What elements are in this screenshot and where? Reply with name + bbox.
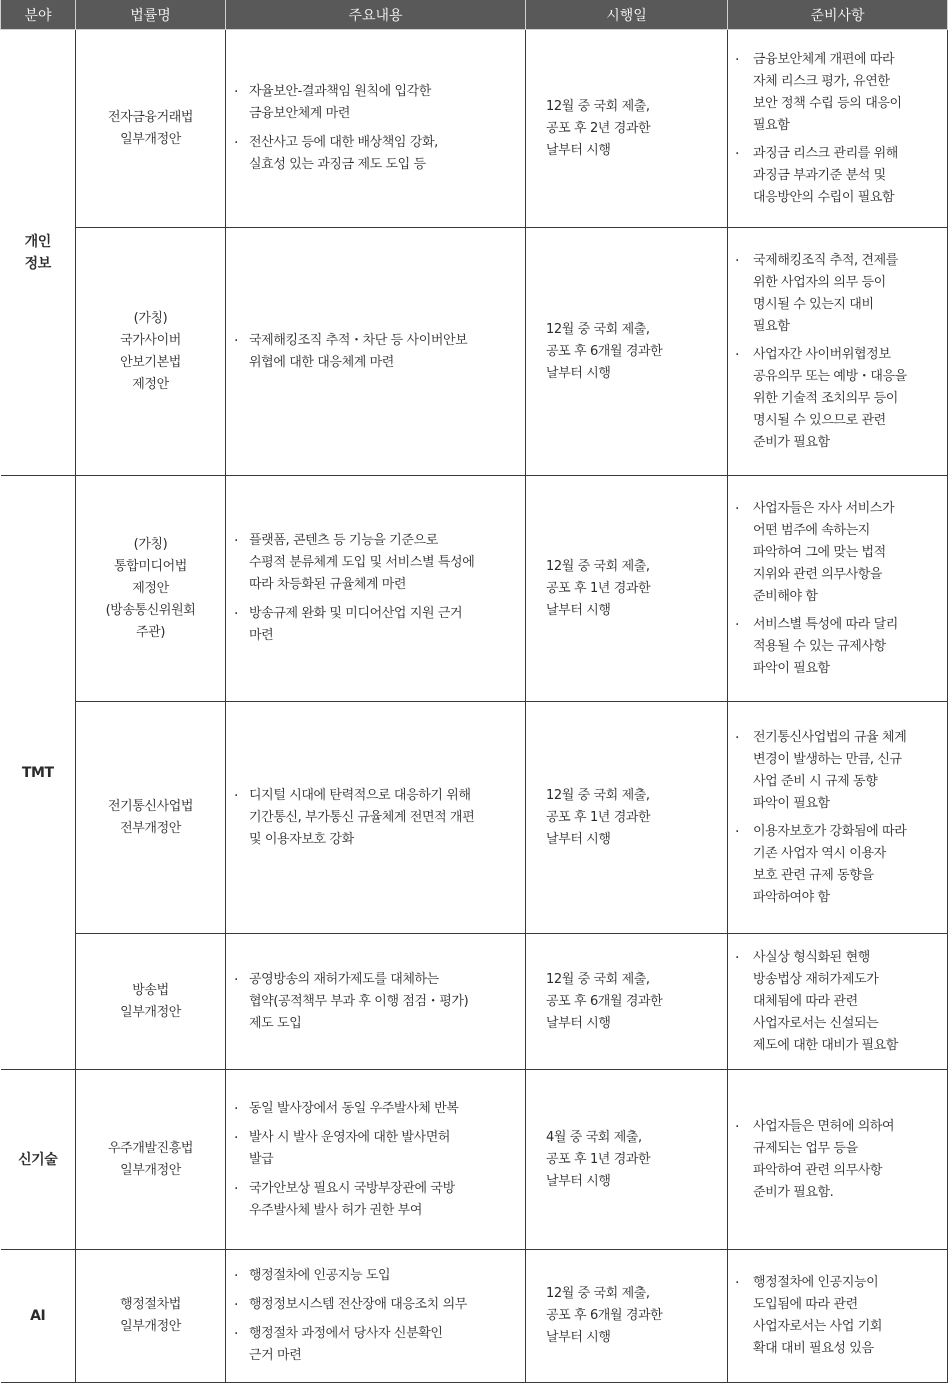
text-line: 일부개정안: [120, 1162, 181, 1178]
text-line: · 전기통신사업법의 규율 체계: [753, 729, 907, 745]
text-line: 공포 후 6개월 경과한: [546, 993, 663, 1009]
text-line: 우주개발진흥법: [107, 1140, 194, 1156]
content-item: [234, 969, 519, 1035]
text-line: · 행정절차에 인공지능이: [753, 1275, 879, 1290]
law-name-cell: [76, 228, 226, 476]
text-line: 안보기본법: [120, 354, 181, 370]
category-line: 정보: [24, 255, 51, 272]
content-cell: [226, 1070, 526, 1250]
preparation-item: [735, 727, 943, 815]
text-line: 12월 중 국회 제출,: [546, 971, 650, 987]
header-field: 분야: [1, 0, 76, 30]
text-line: · 사업자들은 면허에 의하여: [753, 1118, 895, 1134]
text-line: · 자율보안-결과책임 원칙에 입각한: [249, 84, 431, 99]
preparation-item: [735, 498, 943, 608]
text-line: 방송법: [132, 982, 169, 998]
text-line: 기존 사업자 역시 이용자: [753, 845, 886, 861]
text-line: · 발사 시 발사 운영자에 대한 발사면허: [249, 1129, 451, 1145]
category-cell: TMT: [1, 476, 76, 1070]
preparation-item: [735, 614, 943, 680]
text-line: 준비가 필요함.: [753, 1184, 834, 1200]
table-row: [1, 702, 948, 934]
content-item: [234, 785, 519, 851]
content-item: [234, 603, 519, 647]
text-line: 파악하여 그에 맞는 법적: [753, 544, 886, 560]
text-line: 적용될 수 있는 규제사항: [753, 638, 886, 654]
text-line: · 이용자보호가 강화됨에 따라: [753, 823, 907, 839]
preparation-item: [735, 344, 943, 454]
text-line: 사업자로서는 사업 기회: [753, 1319, 883, 1334]
text-line: 사업 준비 시 규제 동향: [753, 773, 878, 789]
preparation-item: [735, 1116, 943, 1204]
text-line: 전부개정안: [120, 820, 181, 836]
text-line: 날부터 시행: [546, 1015, 611, 1031]
text-line: 공포 후 1년 경과한: [546, 580, 651, 596]
text-line: 12월 중 국회 제출,: [546, 321, 650, 337]
text-line: (가칭): [133, 310, 168, 326]
text-line: 필요함: [753, 117, 790, 133]
content-cell: [226, 228, 526, 476]
text-line: 공포 후 1년 경과한: [546, 809, 651, 825]
text-line: 공유의무 또는 예방・대응을: [753, 368, 907, 384]
text-line: · 행정절차에 인공지능 도입: [249, 1268, 391, 1283]
text-line: 파악이 필요함: [753, 795, 830, 811]
table-row: [1, 1070, 948, 1250]
text-line: 도입됨에 따라 관련: [753, 1297, 858, 1312]
text-line: · 금융보안체계 개편에 따라: [753, 51, 895, 67]
table-row: [1, 934, 948, 1070]
text-line: 협약(공적책무 부과 후 이행 점검・평가): [249, 993, 469, 1009]
content-item: [234, 1178, 519, 1222]
content-item: [234, 1265, 519, 1287]
text-line: 제도 도입: [249, 1015, 302, 1031]
text-line: 통합미디어법: [114, 558, 187, 574]
text-line: 따라 차등화된 규율체계 마련: [249, 577, 407, 592]
effective-date-cell: [526, 476, 728, 702]
text-line: 어떤 범주에 속하는지: [753, 522, 870, 538]
text-line: 자체 리스크 평가, 유연한: [753, 73, 890, 89]
text-line: · 국제해킹조직 추적・차단 등 사이버안보: [249, 332, 468, 348]
text-line: 날부터 시행: [546, 602, 611, 618]
preparation-cell: [728, 228, 948, 476]
text-line: 일부개정안: [120, 1319, 181, 1334]
category-cell: [1, 30, 76, 476]
text-line: 제도에 대한 대비가 필요함: [753, 1037, 898, 1053]
text-line: 준비해야 함: [753, 588, 818, 604]
text-line: 공포 후 2년 경과한: [546, 120, 651, 136]
text-line: 우주발사체 발사 허가 권한 부여: [249, 1202, 422, 1218]
category-cell: AI: [1, 1250, 76, 1383]
text-line: 수평적 분류체계 도입 및 서비스별 특성에: [249, 555, 475, 570]
content-item: [234, 1127, 519, 1171]
law-name-cell: [76, 1070, 226, 1250]
text-line: 마련: [249, 628, 274, 643]
text-line: 전기통신사업법: [107, 798, 194, 814]
text-line: · 디지털 시대에 탄력적으로 대응하기 위해: [249, 787, 471, 803]
text-line: · 서비스별 특성에 따라 달리: [753, 616, 898, 632]
table-row: [1, 30, 948, 228]
text-line: 규제되는 업무 등을: [753, 1140, 858, 1156]
law-name-cell: [76, 934, 226, 1070]
text-line: 방송법상 재허가제도가: [753, 971, 879, 987]
text-line: 확대 대비 필요성 있음: [753, 1341, 874, 1356]
text-line: 날부터 시행: [546, 142, 611, 158]
text-line: 4월 중 국회 제출,: [546, 1129, 642, 1145]
text-line: 필요함: [753, 318, 790, 334]
content-item: [234, 81, 519, 125]
text-line: 사업자로서는 신설되는: [753, 1015, 879, 1031]
text-line: 12월 중 국회 제출,: [546, 98, 650, 114]
text-line: 날부터 시행: [546, 1173, 611, 1189]
text-line: 날부터 시행: [546, 365, 611, 381]
preparation-cell: [728, 476, 948, 702]
text-line: · 전산사고 등에 대한 배상책임 강화,: [249, 135, 438, 150]
text-line: · 공영방송의 재허가제도를 대체하는: [249, 971, 439, 987]
preparation-cell: [728, 1070, 948, 1250]
text-line: 대체됨에 따라 관련: [753, 993, 858, 1009]
header-main-content: 주요내용: [226, 0, 526, 30]
text-line: 준비가 필요함: [753, 434, 830, 450]
effective-date-cell: [526, 1250, 728, 1383]
effective-date-cell: [526, 702, 728, 934]
law-name-line: 전자금융거래법: [107, 109, 194, 125]
text-line: 위한 사업자의 의무 등이: [753, 274, 886, 290]
content-cell: [226, 476, 526, 702]
content-item: [234, 1323, 519, 1367]
text-line: · 행정절차 과정에서 당사자 신분확인: [249, 1326, 443, 1341]
text-line: · 행정정보시스템 전산장애 대응조치 의무: [249, 1297, 467, 1312]
content-cell: [226, 1250, 526, 1383]
text-line: 과징금 부과기준 분석 및: [753, 167, 886, 183]
text-line: 명시될 수 있는지 대비: [753, 296, 874, 312]
text-line: 대응방안의 수립이 필요함: [753, 189, 895, 205]
text-line: 공포 후 1년 경과한: [546, 1151, 651, 1167]
category-cell: 신기술: [1, 1070, 76, 1250]
text-line: 날부터 시행: [546, 1330, 611, 1345]
preparation-item: [735, 947, 943, 1057]
header-effective-date: 시행일: [526, 0, 728, 30]
preparation-cell: [728, 30, 948, 228]
law-name-cell: [76, 476, 226, 702]
text-line: (가칭): [133, 536, 168, 552]
preparation-item: [735, 1272, 943, 1360]
law-name-cell: [76, 1250, 226, 1383]
text-line: · 플랫폼, 콘텐츠 등 기능을 기준으로: [249, 533, 438, 548]
content-item: [234, 1098, 519, 1120]
text-line: · 국제해킹조직 추적, 견제를: [753, 252, 898, 268]
text-line: 변경이 발생하는 만큼, 신규: [753, 751, 902, 767]
table-row: [1, 1250, 948, 1383]
text-line: 위협에 대한 대응체계 마련: [249, 354, 394, 370]
preparation-item: [735, 143, 943, 209]
table-row: [1, 228, 948, 476]
content-item: [234, 1294, 519, 1316]
category-line: 개인: [24, 233, 51, 250]
text-line: 제정안: [132, 376, 169, 392]
text-line: 위한 기술적 조치의무 등이: [753, 390, 898, 406]
text-line: · 동일 발사장에서 동일 우주발사체 반복: [249, 1100, 459, 1116]
content-cell: [226, 30, 526, 228]
content-item: [234, 330, 519, 374]
effective-date-cell: [526, 30, 728, 228]
text-line: 날부터 시행: [546, 831, 611, 847]
effective-date-cell: [526, 1070, 728, 1250]
text-line: 국가사이버: [120, 332, 181, 348]
text-line: 보안 정책 수립 등의 대응이: [753, 95, 902, 111]
text-line: 파악하여야 함: [753, 889, 830, 905]
text-line: 지위와 관련 의무사항을: [753, 566, 883, 582]
preparation-cell: [728, 1250, 948, 1383]
effective-date-cell: [526, 228, 728, 476]
text-line: 및 이용자보호 강화: [249, 831, 354, 847]
preparation-cell: [728, 934, 948, 1070]
text-line: · 방송규제 완화 및 미디어산업 지원 근거: [249, 606, 463, 621]
text-line: (방송통신위원회: [105, 602, 196, 618]
text-line: 12월 중 국회 제출,: [546, 787, 650, 803]
table-row: [1, 476, 948, 702]
preparation-cell: [728, 702, 948, 934]
text-line: 근거 마련: [249, 1348, 302, 1363]
text-line: 실효성 있는 과징금 제도 도입 등: [249, 157, 426, 172]
header-preparation: 준비사항: [728, 0, 948, 30]
content-item: [234, 530, 519, 596]
law-name-line: 일부개정안: [120, 131, 181, 147]
text-line: 금융보안체계 마련: [249, 106, 350, 121]
table-header-row: [1, 0, 948, 30]
text-line: · 사실상 형식화된 현행: [753, 949, 870, 965]
law-name-cell: [76, 702, 226, 934]
text-line: 12월 중 국회 제출,: [546, 1286, 650, 1301]
text-line: 12월 중 국회 제출,: [546, 558, 650, 574]
content-cell: [226, 934, 526, 1070]
text-line: 주관): [136, 624, 165, 640]
text-line: 행정절차법: [120, 1297, 181, 1312]
text-line: · 국가안보상 필요시 국방부장관에 국방: [249, 1180, 455, 1196]
preparation-item: [735, 250, 943, 338]
text-line: · 과징금 리스크 관리를 위해: [753, 145, 898, 161]
text-line: · 사업자간 사이버위협정보: [753, 346, 891, 362]
effective-date-cell: [526, 934, 728, 1070]
text-line: 일부개정안: [120, 1004, 181, 1020]
text-line: 공포 후 6개월 경과한: [546, 343, 663, 359]
text-line: 제정안: [132, 580, 169, 596]
preparation-item: [735, 821, 943, 909]
content-item: [234, 132, 519, 176]
preparation-item: [735, 49, 943, 137]
text-line: · 사업자들은 자사 서비스가: [753, 500, 895, 516]
text-line: 기간통신, 부가통신 규율체계 전면적 개편: [249, 809, 475, 825]
text-line: 보호 관련 규제 동향을: [753, 867, 874, 883]
law-name-cell: [76, 30, 226, 228]
content-cell: [226, 702, 526, 934]
text-line: 파악이 필요함: [753, 660, 830, 676]
text-line: 명시될 수 있으므로 관련: [753, 412, 886, 428]
header-law-name: 법률명: [76, 0, 226, 30]
text-line: 파악하여 관련 의무사항: [753, 1162, 883, 1178]
text-line: 공포 후 6개월 경과한: [546, 1308, 663, 1323]
text-line: 발급: [249, 1151, 274, 1167]
